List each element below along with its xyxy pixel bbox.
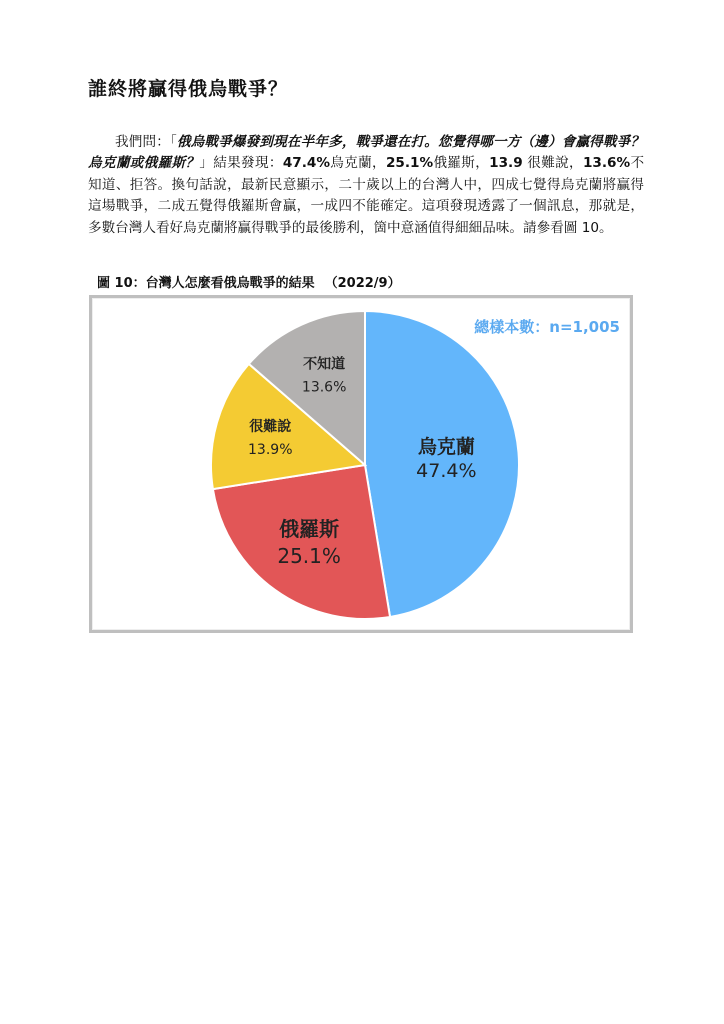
pie-value-ukraine: 47.4% — [416, 459, 477, 482]
pie-label-dont-know: 不知道 — [303, 356, 346, 373]
pie-slice-russia — [213, 465, 390, 619]
paragraph-close-quote: 」 — [199, 155, 214, 172]
stat-ukraine: 47.4% — [282, 155, 330, 172]
stat-ukraine-label: 烏克蘭， — [329, 155, 386, 172]
stat-hard-to-say: 13.9 — [489, 155, 523, 172]
pie-value-russia: 25.1% — [277, 543, 341, 568]
pie-label-ukraine: 烏克蘭 — [417, 435, 475, 458]
figure-caption-year: （2022/9） — [324, 276, 401, 291]
page-title: 誰終將贏得俄烏戰爭？ — [88, 78, 289, 100]
figure-caption — [97, 272, 401, 291]
stat-hard-to-say-label: 很難說， — [522, 155, 583, 172]
sample-size-label: 總樣本數：n=1,005 — [474, 318, 620, 336]
figure-caption-text: 圖 10：台灣人怎麼看俄烏戰爭的結果 — [97, 276, 315, 291]
stat-russia: 25.1% — [385, 155, 434, 172]
pie-value-hard-to-say: 13.9% — [248, 442, 293, 459]
pie-value-dont-know: 13.6% — [301, 379, 347, 396]
results-intro: 結果發現： — [213, 155, 283, 172]
stat-dont-know: 13.6% — [582, 155, 631, 172]
pie-chart — [92, 298, 630, 630]
paragraph-rest: 不知道、拒答。換句話說，最新民意顯示，二十歲以上的台灣人中，四成七覺得烏克蘭將贏得這場戰爭，二成五覺得俄羅斯會贏，一成四不能確定。這項發現透露了一個訊息，那就是，多數台灣人看好烏克蘭將贏得戰爭的最後勝利，箇中意涵值得細細品味。請參看圖 10。 — [88, 155, 645, 236]
pie-label-hard-to-say: 很難說 — [249, 419, 292, 436]
paragraph-lead: 我們問：「 — [115, 133, 177, 150]
body-paragraph — [88, 132, 644, 240]
pie-label-russia: 俄羅斯 — [279, 516, 340, 541]
stat-russia-label: 俄羅斯， — [433, 155, 490, 172]
survey-question: 俄烏戰爭爆發到現在半年多，戰爭還在打。您覺得哪一方（邊）會贏得戰爭？烏克蘭或俄羅斯？ — [88, 133, 645, 172]
pie-chart-frame — [89, 295, 633, 633]
